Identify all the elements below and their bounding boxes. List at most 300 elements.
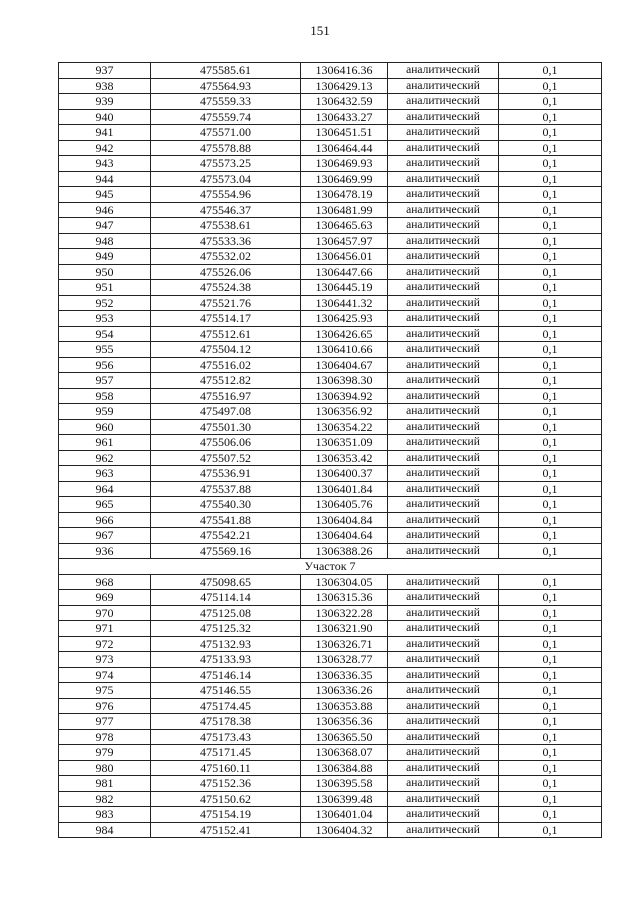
- point-number-cell: 970: [59, 605, 151, 621]
- accuracy-cell: 0,1: [499, 652, 602, 668]
- x-coordinate-cell: 475571.00: [151, 125, 301, 141]
- table-row: [59, 109, 602, 125]
- method-cell: аналитический: [388, 342, 499, 358]
- point-number-cell: 972: [59, 636, 151, 652]
- point-number-cell: 942: [59, 140, 151, 156]
- x-coordinate-cell: 475507.52: [151, 450, 301, 466]
- table-row: [59, 791, 602, 807]
- point-number-cell: 955: [59, 342, 151, 358]
- x-coordinate-cell: 475585.61: [151, 63, 301, 79]
- x-coordinate-cell: 475533.36: [151, 233, 301, 249]
- x-coordinate-cell: 475178.38: [151, 714, 301, 730]
- table-row: [59, 574, 602, 590]
- point-number-cell: 940: [59, 109, 151, 125]
- accuracy-cell: 0,1: [499, 342, 602, 358]
- method-cell: аналитический: [388, 109, 499, 125]
- x-coordinate-cell: 475578.88: [151, 140, 301, 156]
- y-coordinate-cell: 1306410.66: [301, 342, 388, 358]
- method-cell: аналитический: [388, 574, 499, 590]
- method-cell: аналитический: [388, 466, 499, 482]
- point-number-cell: 947: [59, 218, 151, 234]
- method-cell: аналитический: [388, 667, 499, 683]
- accuracy-cell: 0,1: [499, 729, 602, 745]
- point-number-cell: 969: [59, 590, 151, 606]
- y-coordinate-cell: 1306432.59: [301, 94, 388, 110]
- accuracy-cell: 0,1: [499, 497, 602, 513]
- point-number-cell: 961: [59, 435, 151, 451]
- point-number-cell: 968: [59, 574, 151, 590]
- y-coordinate-cell: 1306401.84: [301, 481, 388, 497]
- method-cell: аналитический: [388, 264, 499, 280]
- point-number-cell: 966: [59, 512, 151, 528]
- table-row: [59, 760, 602, 776]
- method-cell: аналитический: [388, 714, 499, 730]
- table-row: [59, 311, 602, 327]
- table-row: [59, 249, 602, 265]
- table-row: [59, 636, 602, 652]
- method-cell: аналитический: [388, 791, 499, 807]
- accuracy-cell: 0,1: [499, 280, 602, 296]
- table-row: [59, 419, 602, 435]
- y-coordinate-cell: 1306405.76: [301, 497, 388, 513]
- point-number-cell: 974: [59, 667, 151, 683]
- accuracy-cell: 0,1: [499, 218, 602, 234]
- x-coordinate-cell: 475504.12: [151, 342, 301, 358]
- method-cell: аналитический: [388, 652, 499, 668]
- point-number-cell: 936: [59, 543, 151, 559]
- accuracy-cell: 0,1: [499, 574, 602, 590]
- section-row: [59, 559, 602, 575]
- table-row: [59, 698, 602, 714]
- y-coordinate-cell: 1306445.19: [301, 280, 388, 296]
- method-cell: аналитический: [388, 311, 499, 327]
- accuracy-cell: 0,1: [499, 822, 602, 838]
- x-coordinate-cell: 475125.32: [151, 621, 301, 637]
- y-coordinate-cell: 1306469.99: [301, 171, 388, 187]
- accuracy-cell: 0,1: [499, 233, 602, 249]
- y-coordinate-cell: 1306336.26: [301, 683, 388, 699]
- method-cell: аналитический: [388, 745, 499, 761]
- y-coordinate-cell: 1306404.84: [301, 512, 388, 528]
- method-cell: аналитический: [388, 435, 499, 451]
- method-cell: аналитический: [388, 249, 499, 265]
- method-cell: аналитический: [388, 776, 499, 792]
- accuracy-cell: 0,1: [499, 776, 602, 792]
- y-coordinate-cell: 1306356.92: [301, 404, 388, 420]
- accuracy-cell: 0,1: [499, 156, 602, 172]
- accuracy-cell: 0,1: [499, 140, 602, 156]
- point-number-cell: 959: [59, 404, 151, 420]
- point-number-cell: 944: [59, 171, 151, 187]
- method-cell: аналитический: [388, 683, 499, 699]
- method-cell: аналитический: [388, 187, 499, 203]
- accuracy-cell: 0,1: [499, 605, 602, 621]
- y-coordinate-cell: 1306368.07: [301, 745, 388, 761]
- method-cell: аналитический: [388, 140, 499, 156]
- accuracy-cell: 0,1: [499, 94, 602, 110]
- table-row: [59, 714, 602, 730]
- x-coordinate-cell: 475114.14: [151, 590, 301, 606]
- table-row: [59, 729, 602, 745]
- accuracy-cell: 0,1: [499, 745, 602, 761]
- accuracy-cell: 0,1: [499, 171, 602, 187]
- method-cell: аналитический: [388, 419, 499, 435]
- y-coordinate-cell: 1306326.71: [301, 636, 388, 652]
- x-coordinate-cell: 475146.14: [151, 667, 301, 683]
- point-number-cell: 953: [59, 311, 151, 327]
- accuracy-cell: 0,1: [499, 202, 602, 218]
- x-coordinate-cell: 475132.93: [151, 636, 301, 652]
- point-number-cell: 958: [59, 388, 151, 404]
- accuracy-cell: 0,1: [499, 295, 602, 311]
- accuracy-cell: 0,1: [499, 109, 602, 125]
- point-number-cell: 957: [59, 373, 151, 389]
- y-coordinate-cell: 1306447.66: [301, 264, 388, 280]
- table-row: [59, 326, 602, 342]
- accuracy-cell: 0,1: [499, 187, 602, 203]
- method-cell: аналитический: [388, 404, 499, 420]
- method-cell: аналитический: [388, 326, 499, 342]
- table-row: [59, 78, 602, 94]
- x-coordinate-cell: 475133.93: [151, 652, 301, 668]
- point-number-cell: 976: [59, 698, 151, 714]
- table-row: [59, 466, 602, 482]
- accuracy-cell: 0,1: [499, 791, 602, 807]
- y-coordinate-cell: 1306315.36: [301, 590, 388, 606]
- x-coordinate-cell: 475564.93: [151, 78, 301, 94]
- y-coordinate-cell: 1306433.27: [301, 109, 388, 125]
- method-cell: аналитический: [388, 636, 499, 652]
- table-row: [59, 233, 602, 249]
- accuracy-cell: 0,1: [499, 419, 602, 435]
- x-coordinate-cell: 475152.36: [151, 776, 301, 792]
- x-coordinate-cell: 475125.08: [151, 605, 301, 621]
- x-coordinate-cell: 475540.30: [151, 497, 301, 513]
- x-coordinate-cell: 475538.61: [151, 218, 301, 234]
- x-coordinate-cell: 475154.19: [151, 807, 301, 823]
- table-row: [59, 481, 602, 497]
- accuracy-cell: 0,1: [499, 63, 602, 79]
- point-number-cell: 941: [59, 125, 151, 141]
- method-cell: аналитический: [388, 388, 499, 404]
- x-coordinate-cell: 475524.38: [151, 280, 301, 296]
- x-coordinate-cell: 475514.17: [151, 311, 301, 327]
- table-row: [59, 450, 602, 466]
- y-coordinate-cell: 1306356.36: [301, 714, 388, 730]
- accuracy-cell: 0,1: [499, 450, 602, 466]
- table-row: [59, 683, 602, 699]
- method-cell: аналитический: [388, 156, 499, 172]
- point-number-cell: 975: [59, 683, 151, 699]
- table-row: [59, 776, 602, 792]
- y-coordinate-cell: 1306304.05: [301, 574, 388, 590]
- accuracy-cell: 0,1: [499, 807, 602, 823]
- y-coordinate-cell: 1306328.77: [301, 652, 388, 668]
- point-number-cell: 954: [59, 326, 151, 342]
- point-number-cell: 973: [59, 652, 151, 668]
- method-cell: аналитический: [388, 94, 499, 110]
- x-coordinate-cell: 475559.33: [151, 94, 301, 110]
- x-coordinate-cell: 475521.76: [151, 295, 301, 311]
- method-cell: аналитический: [388, 512, 499, 528]
- method-cell: аналитический: [388, 450, 499, 466]
- accuracy-cell: 0,1: [499, 373, 602, 389]
- y-coordinate-cell: 1306388.26: [301, 543, 388, 559]
- table-row: [59, 621, 602, 637]
- page-number: 151: [310, 23, 330, 38]
- y-coordinate-cell: 1306429.13: [301, 78, 388, 94]
- point-number-cell: 965: [59, 497, 151, 513]
- point-number-cell: 943: [59, 156, 151, 172]
- y-coordinate-cell: 1306464.44: [301, 140, 388, 156]
- x-coordinate-cell: 475554.96: [151, 187, 301, 203]
- method-cell: аналитический: [388, 760, 499, 776]
- method-cell: аналитический: [388, 295, 499, 311]
- table-row: [59, 171, 602, 187]
- method-cell: аналитический: [388, 280, 499, 296]
- x-coordinate-cell: 475174.45: [151, 698, 301, 714]
- point-number-cell: 962: [59, 450, 151, 466]
- x-coordinate-cell: 475542.21: [151, 528, 301, 544]
- table-row: [59, 652, 602, 668]
- accuracy-cell: 0,1: [499, 264, 602, 280]
- accuracy-cell: 0,1: [499, 404, 602, 420]
- table-row: [59, 295, 602, 311]
- point-number-cell: 984: [59, 822, 151, 838]
- method-cell: аналитический: [388, 171, 499, 187]
- y-coordinate-cell: 1306426.65: [301, 326, 388, 342]
- x-coordinate-cell: 475546.37: [151, 202, 301, 218]
- x-coordinate-cell: 475573.25: [151, 156, 301, 172]
- table-row: [59, 388, 602, 404]
- accuracy-cell: 0,1: [499, 388, 602, 404]
- table-row: [59, 543, 602, 559]
- method-cell: аналитический: [388, 621, 499, 637]
- method-cell: аналитический: [388, 807, 499, 823]
- y-coordinate-cell: 1306395.58: [301, 776, 388, 792]
- method-cell: аналитический: [388, 357, 499, 373]
- accuracy-cell: 0,1: [499, 311, 602, 327]
- method-cell: аналитический: [388, 125, 499, 141]
- x-coordinate-cell: 475098.65: [151, 574, 301, 590]
- table-row: [59, 512, 602, 528]
- point-number-cell: 979: [59, 745, 151, 761]
- method-cell: аналитический: [388, 822, 499, 838]
- y-coordinate-cell: 1306322.28: [301, 605, 388, 621]
- accuracy-cell: 0,1: [499, 621, 602, 637]
- point-number-cell: 951: [59, 280, 151, 296]
- point-number-cell: 960: [59, 419, 151, 435]
- table-row: [59, 125, 602, 141]
- accuracy-cell: 0,1: [499, 714, 602, 730]
- point-number-cell: 937: [59, 63, 151, 79]
- point-number-cell: 949: [59, 249, 151, 265]
- table-row: [59, 63, 602, 79]
- accuracy-cell: 0,1: [499, 543, 602, 559]
- table-row: [59, 156, 602, 172]
- accuracy-cell: 0,1: [499, 481, 602, 497]
- x-coordinate-cell: 475146.55: [151, 683, 301, 699]
- accuracy-cell: 0,1: [499, 636, 602, 652]
- table-row: [59, 357, 602, 373]
- y-coordinate-cell: 1306451.51: [301, 125, 388, 141]
- point-number-cell: 978: [59, 729, 151, 745]
- y-coordinate-cell: 1306353.88: [301, 698, 388, 714]
- accuracy-cell: 0,1: [499, 590, 602, 606]
- table-row: [59, 807, 602, 823]
- x-coordinate-cell: 475160.11: [151, 760, 301, 776]
- method-cell: аналитический: [388, 233, 499, 249]
- method-cell: аналитический: [388, 202, 499, 218]
- table-row: [59, 404, 602, 420]
- x-coordinate-cell: 475501.30: [151, 419, 301, 435]
- x-coordinate-cell: 475573.04: [151, 171, 301, 187]
- y-coordinate-cell: 1306478.19: [301, 187, 388, 203]
- y-coordinate-cell: 1306457.97: [301, 233, 388, 249]
- point-number-cell: 981: [59, 776, 151, 792]
- point-number-cell: 952: [59, 295, 151, 311]
- y-coordinate-cell: 1306404.67: [301, 357, 388, 373]
- x-coordinate-cell: 475569.16: [151, 543, 301, 559]
- table-row: [59, 822, 602, 838]
- point-number-cell: 945: [59, 187, 151, 203]
- method-cell: аналитический: [388, 63, 499, 79]
- table-row: [59, 605, 602, 621]
- table-row: [59, 497, 602, 513]
- y-coordinate-cell: 1306354.22: [301, 419, 388, 435]
- y-coordinate-cell: 1306394.92: [301, 388, 388, 404]
- point-number-cell: 956: [59, 357, 151, 373]
- point-number-cell: 983: [59, 807, 151, 823]
- point-number-cell: 964: [59, 481, 151, 497]
- point-number-cell: 963: [59, 466, 151, 482]
- point-number-cell: 971: [59, 621, 151, 637]
- table-row: [59, 590, 602, 606]
- coordinates-table-body-a: [59, 63, 602, 559]
- y-coordinate-cell: 1306404.32: [301, 822, 388, 838]
- y-coordinate-cell: 1306469.93: [301, 156, 388, 172]
- point-number-cell: 946: [59, 202, 151, 218]
- point-number-cell: 967: [59, 528, 151, 544]
- accuracy-cell: 0,1: [499, 528, 602, 544]
- accuracy-cell: 0,1: [499, 435, 602, 451]
- x-coordinate-cell: 475559.74: [151, 109, 301, 125]
- y-coordinate-cell: 1306399.48: [301, 791, 388, 807]
- method-cell: аналитический: [388, 218, 499, 234]
- y-coordinate-cell: 1306465.63: [301, 218, 388, 234]
- table-row: [59, 202, 602, 218]
- point-number-cell: 980: [59, 760, 151, 776]
- method-cell: аналитический: [388, 543, 499, 559]
- x-coordinate-cell: 475171.45: [151, 745, 301, 761]
- accuracy-cell: 0,1: [499, 357, 602, 373]
- point-number-cell: 938: [59, 78, 151, 94]
- y-coordinate-cell: 1306398.30: [301, 373, 388, 389]
- point-number-cell: 977: [59, 714, 151, 730]
- x-coordinate-cell: 475512.61: [151, 326, 301, 342]
- x-coordinate-cell: 475537.88: [151, 481, 301, 497]
- method-cell: аналитический: [388, 590, 499, 606]
- coordinates-table-body-b: [59, 574, 602, 838]
- table-row: [59, 94, 602, 110]
- y-coordinate-cell: 1306456.01: [301, 249, 388, 265]
- x-coordinate-cell: 475516.97: [151, 388, 301, 404]
- method-cell: аналитический: [388, 729, 499, 745]
- x-coordinate-cell: 475536.91: [151, 466, 301, 482]
- table-row: [59, 745, 602, 761]
- table-row: [59, 342, 602, 358]
- y-coordinate-cell: 1306365.50: [301, 729, 388, 745]
- coordinates-table: [58, 62, 602, 838]
- point-number-cell: 939: [59, 94, 151, 110]
- x-coordinate-cell: 475532.02: [151, 249, 301, 265]
- method-cell: аналитический: [388, 481, 499, 497]
- method-cell: аналитический: [388, 497, 499, 513]
- x-coordinate-cell: 475497.08: [151, 404, 301, 420]
- x-coordinate-cell: 475173.43: [151, 729, 301, 745]
- y-coordinate-cell: 1306321.90: [301, 621, 388, 637]
- accuracy-cell: 0,1: [499, 326, 602, 342]
- method-cell: аналитический: [388, 698, 499, 714]
- table-row: [59, 373, 602, 389]
- y-coordinate-cell: 1306441.32: [301, 295, 388, 311]
- y-coordinate-cell: 1306404.64: [301, 528, 388, 544]
- y-coordinate-cell: 1306351.09: [301, 435, 388, 451]
- method-cell: аналитический: [388, 373, 499, 389]
- accuracy-cell: 0,1: [499, 125, 602, 141]
- y-coordinate-cell: 1306481.99: [301, 202, 388, 218]
- accuracy-cell: 0,1: [499, 466, 602, 482]
- point-number-cell: 948: [59, 233, 151, 249]
- accuracy-cell: 0,1: [499, 249, 602, 265]
- point-number-cell: 982: [59, 791, 151, 807]
- y-coordinate-cell: 1306336.35: [301, 667, 388, 683]
- table-row: [59, 435, 602, 451]
- accuracy-cell: 0,1: [499, 512, 602, 528]
- x-coordinate-cell: 475150.62: [151, 791, 301, 807]
- x-coordinate-cell: 475526.06: [151, 264, 301, 280]
- y-coordinate-cell: 1306384.88: [301, 760, 388, 776]
- table-row: [59, 667, 602, 683]
- method-cell: аналитический: [388, 78, 499, 94]
- method-cell: аналитический: [388, 528, 499, 544]
- table-row: [59, 187, 602, 203]
- table-row: [59, 280, 602, 296]
- method-cell: аналитический: [388, 605, 499, 621]
- table-row: [59, 140, 602, 156]
- y-coordinate-cell: 1306401.04: [301, 807, 388, 823]
- y-coordinate-cell: 1306400.37: [301, 466, 388, 482]
- section-row-group: [59, 559, 602, 575]
- accuracy-cell: 0,1: [499, 683, 602, 699]
- x-coordinate-cell: 475516.02: [151, 357, 301, 373]
- y-coordinate-cell: 1306416.36: [301, 63, 388, 79]
- accuracy-cell: 0,1: [499, 760, 602, 776]
- x-coordinate-cell: 475506.06: [151, 435, 301, 451]
- table-row: [59, 264, 602, 280]
- accuracy-cell: 0,1: [499, 698, 602, 714]
- accuracy-cell: 0,1: [499, 78, 602, 94]
- section-heading: Участок 7: [59, 559, 602, 575]
- x-coordinate-cell: 475152.41: [151, 822, 301, 838]
- accuracy-cell: 0,1: [499, 667, 602, 683]
- y-coordinate-cell: 1306425.93: [301, 311, 388, 327]
- point-number-cell: 950: [59, 264, 151, 280]
- table-row: [59, 528, 602, 544]
- x-coordinate-cell: 475541.88: [151, 512, 301, 528]
- y-coordinate-cell: 1306353.42: [301, 450, 388, 466]
- table-row: [59, 218, 602, 234]
